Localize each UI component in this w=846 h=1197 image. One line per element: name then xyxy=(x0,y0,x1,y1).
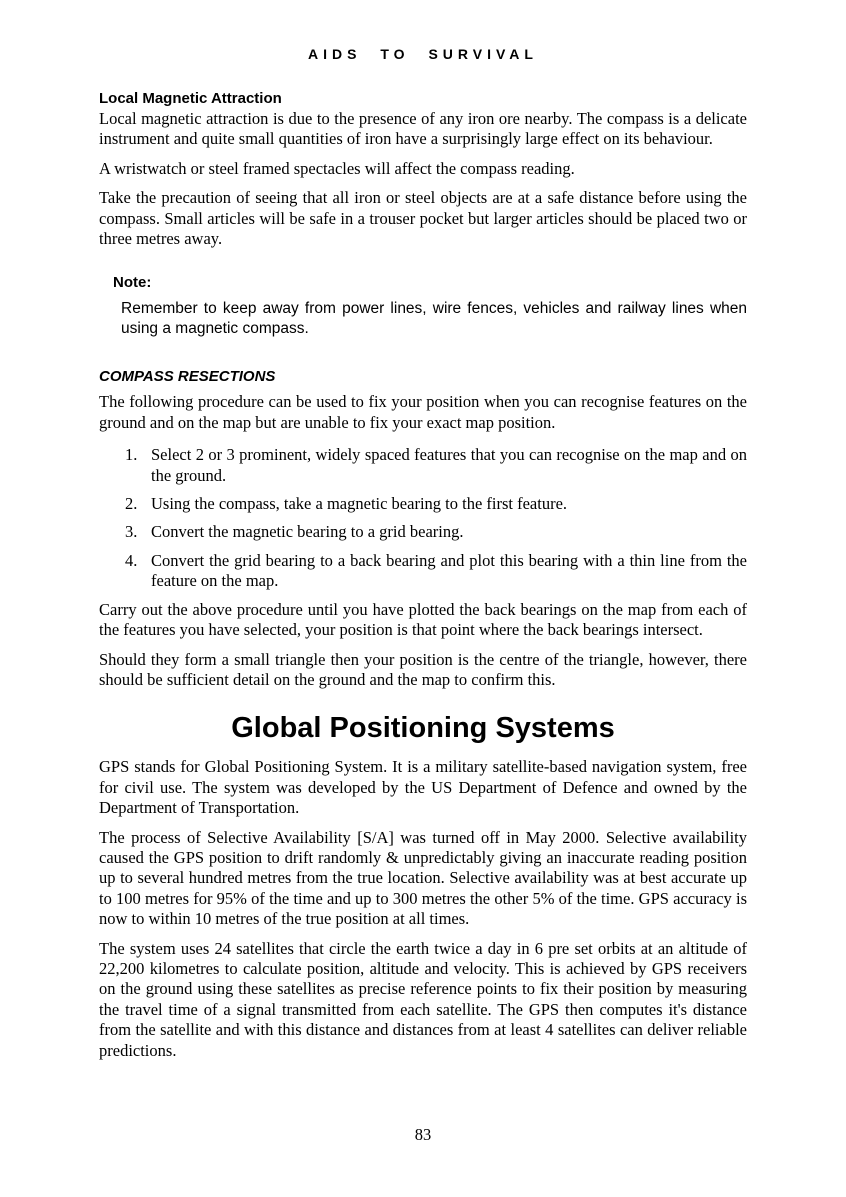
paragraph-resections-intro: The following procedure can be used to fix your position when you can recognise features on the ground and on the map but are unable to fix your exact map position. xyxy=(99,392,747,432)
section-heading-global-positioning-systems: Global Positioning Systems xyxy=(231,712,615,745)
resections-step-list xyxy=(99,445,747,591)
list-item-step-3: Convert the magnetic bearing to a grid bearing. xyxy=(151,522,464,542)
list-item-step-2: Using the compass, take a magnetic bearing to the first feature. xyxy=(151,494,568,514)
list-item-step-1: Select 2 or 3 prominent, widely spaced features that you can recognise on the map and on the ground. xyxy=(151,445,747,485)
note-body: Remember to keep away from power lines, wire fences, vehicles and railway lines when using a magnetic compass. xyxy=(121,300,747,337)
paragraph-resections-after-1: Carry out the above procedure until you have plotted the back bearings on the map from each of the features you have selected, your position is that point where the back bearings intersect. xyxy=(99,599,747,640)
paragraph-gps-2: The process of Selective Availability [S/A] was turned off in May 2000. Selective availability caused the GPS position to drift randomly & unpredictably giving an inaccurate reading position up to several hundred metres from the true location. Selective availability was at best accurate up to 100 metres for 95% of the time and up to 300 metres the other 5% of the time. GPS accuracy is now to within 10 metres of the true position at all times. xyxy=(99,827,747,929)
paragraph-resections-after-2: Should they form a small triangle then your position is the centre of the triangle, however, there should be sufficient detail on the ground and the map to confirm this. xyxy=(99,649,747,689)
page-content xyxy=(99,89,747,1061)
paragraph-gps-3: The system uses 24 satellites that circle the earth twice a day in 6 pre set orbits at an altitude of 22,200 kilometres to calculate position, altitude and velocity. This is achieved by GPS receivers on the ground using these satellites as precise reference points to fix their position by measuring the travel time of a signal transmitted from each satellite. The GPS then computes it's distance from the satellite and with this distance and distances from at least 4 satellites can deliver reliable predictions. xyxy=(99,938,747,1060)
paragraph-magnetic-3: Take the precaution of seeing that all iron or steel objects are at a safe distance before using the compass. Small articles will be safe in a trouser pocket but larger articles should be placed two or three metres away. xyxy=(99,188,747,249)
paragraph-magnetic-2: A wristwatch or steel framed spectacles will affect the compass reading. xyxy=(99,158,575,178)
page-number: 83 xyxy=(414,1125,432,1144)
section-heading-compass-resections: COMPASS RESECTIONS xyxy=(99,368,276,386)
note-block xyxy=(99,274,747,338)
paragraph-magnetic-1: Local magnetic attraction is due to the presence of any iron ore nearby. The compass is a delicate instrument and quite small quantities of iron have a surprisingly large effect on its behaviour. xyxy=(99,109,747,149)
note-label: Note: xyxy=(113,274,152,292)
paragraph-gps-1: GPS stands for Global Positioning System. It is a military satellite-based navigation system, free for civil use. The system was developed by the US Department of Defence and owned by the Department of Transportation. xyxy=(99,757,747,818)
list-item-step-4: Convert the grid bearing to a back bearing and plot this bearing with a thin line from the feature on the map. xyxy=(151,550,747,591)
running-header: AIDS TO SURVIVAL xyxy=(308,46,538,62)
section-heading-local-magnetic-attraction: Local Magnetic Attraction xyxy=(99,90,282,107)
